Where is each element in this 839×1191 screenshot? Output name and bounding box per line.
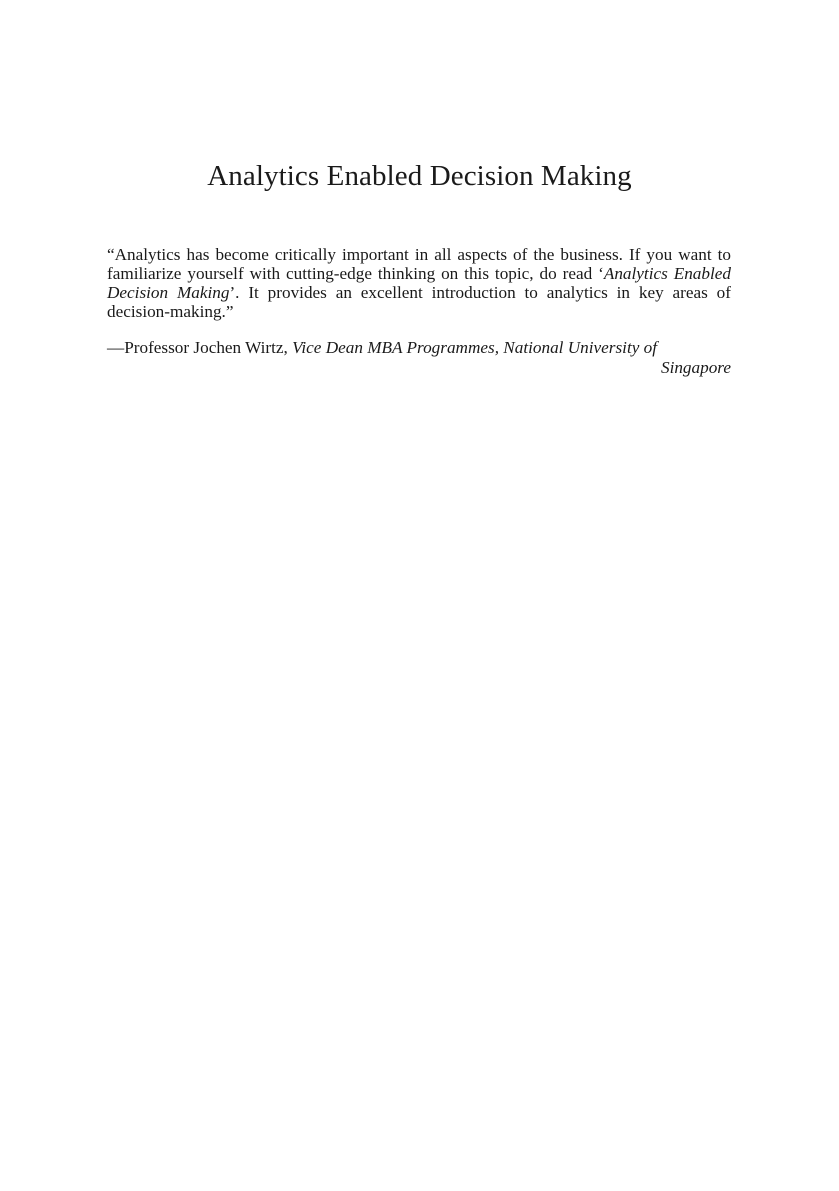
attribution-institution-end: Singapore bbox=[660, 358, 731, 377]
attribution-role: Vice Dean MBA Programmes, National University of bbox=[292, 338, 658, 357]
quote-text-end: ’. It provides an excellent introduction to analytics in key areas of decision-making.” bbox=[107, 283, 731, 321]
book-title: Analytics Enabled Decision Making bbox=[207, 160, 632, 192]
attribution-line-1 bbox=[107, 338, 731, 358]
endorsement-attribution bbox=[107, 338, 731, 378]
attribution-name: —Professor Jochen Wirtz, bbox=[107, 338, 293, 357]
quote-text-start: “Analytics has become critically important in all aspects of the business. If you want to familiarize yourself with cutting-edge thinking on this topic, do read ‘ bbox=[107, 245, 731, 283]
quote-book-title: Analytics Enabled Decision Making bbox=[107, 264, 731, 302]
endorsement-quote bbox=[107, 245, 731, 321]
